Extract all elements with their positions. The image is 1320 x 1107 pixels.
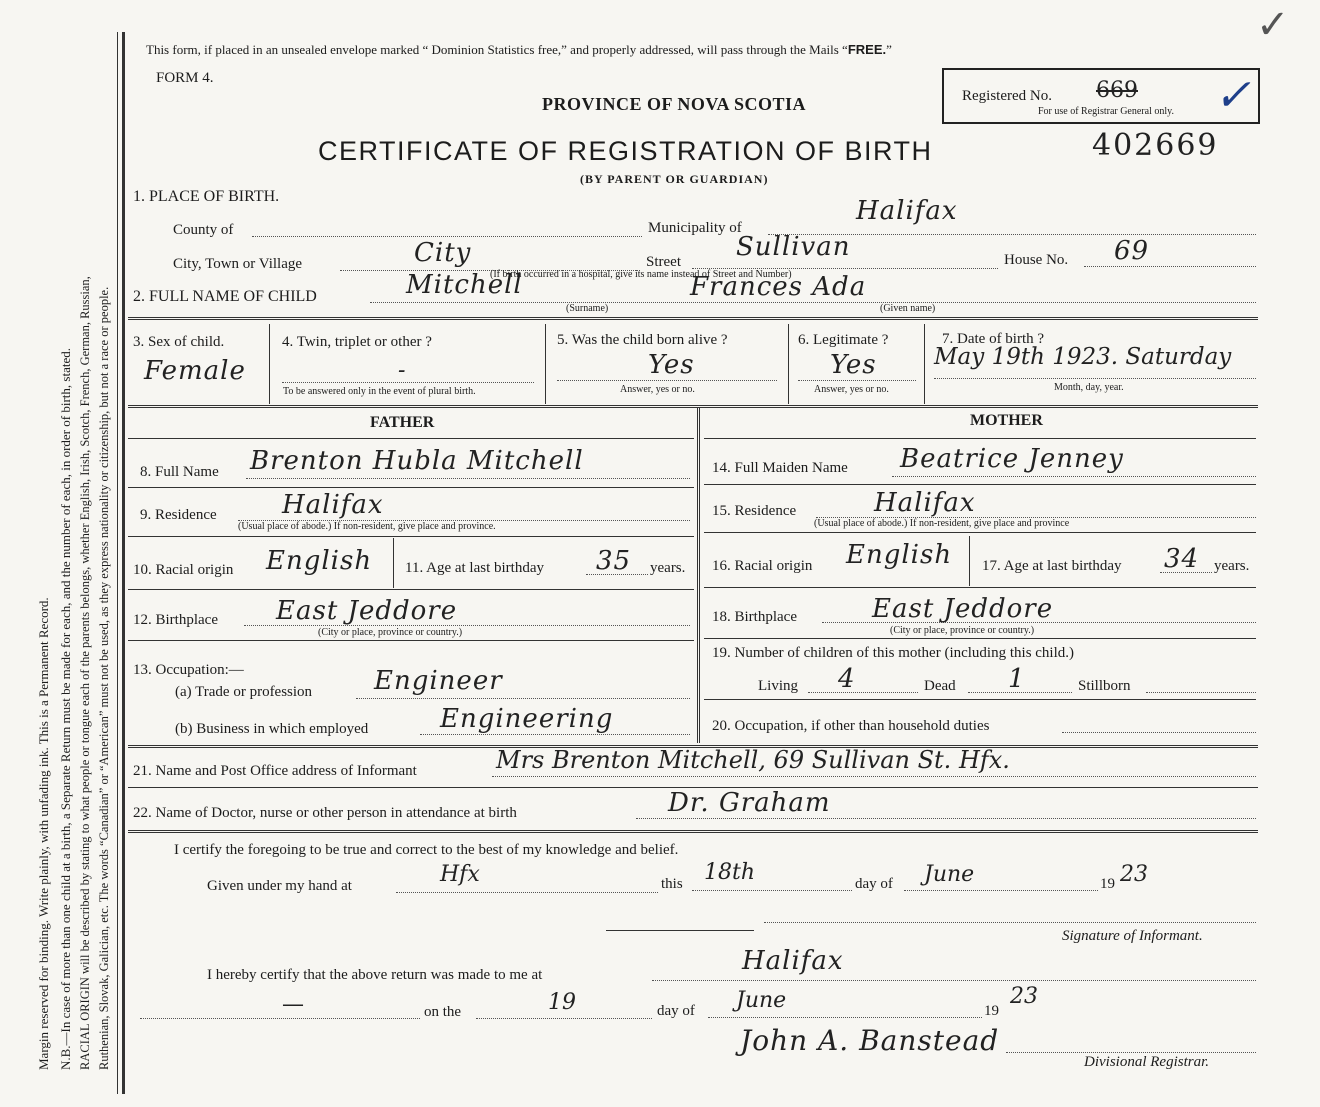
mother-racial-divider [969,536,970,586]
row9-rule [128,536,694,537]
row8-rule [128,487,694,488]
father-racial-label: 10. Racial origin [133,562,234,578]
twin-value: - [398,358,406,383]
margin-border [117,32,118,1094]
father-residence-value: Halifax [282,490,384,520]
mother-birthplace-value: East Jeddore [872,594,1054,624]
father-age-value: 35 [596,546,632,576]
trade-label: (a) Trade or profession [175,684,313,700]
mother-name-value: Beatrice Jenney [900,444,1124,474]
certify-rule [764,922,1256,923]
informant-value: Mrs Brenton Mitchell, 69 Sullivan St. Hfx. [496,746,1010,774]
certify-year-value: 23 [1120,862,1148,887]
row14-rule [704,484,1256,485]
row15-rule [704,532,1256,533]
father-birthplace-note: (City or place, province or country.) [318,627,463,638]
col-divider-1 [269,324,270,404]
given-label: Given under my hand at [207,878,352,894]
father-birthplace-label: 12. Birthplace [133,612,218,628]
father-residence-label: 9. Residence [140,507,217,523]
alive-value: Yes [648,350,695,380]
business-value: Engineering [440,704,614,734]
registered-label: Registered No. [962,88,1052,104]
place-heading: 1. PLACE OF BIRTH. [133,188,280,205]
alive-label: 5. Was the child born alive ? [557,332,728,348]
given-place-value: Hfx [440,862,480,887]
registrar-on-line [476,1018,652,1019]
father-birthplace-value: East Jeddore [276,596,458,626]
mother-name-line [892,476,1256,477]
given-note: (Given name) [880,303,936,314]
certificate-number: 402669 [1092,128,1219,163]
hospital-note: (If birth occurred in a hospital, give its name instead of Street and Number) [490,269,792,280]
municipality-value: Halifax [856,196,958,226]
street-value: Sullivan [736,232,851,262]
registrar-note: For use of Registrar General only. [1038,106,1174,117]
sex-label: 3. Sex of child. [133,334,225,350]
doctor-line [636,818,1256,819]
certify-day-label: day of [855,876,893,892]
informant-label: 21. Name and Post Office address of Informant [133,763,417,779]
child-name-line [370,302,1256,303]
given-place-line [396,892,658,893]
living-label: Living [758,678,798,694]
city-label: City, Town or Village [173,256,303,272]
registrar-title: Divisional Registrar. [1084,1054,1210,1070]
margin-text-1: Margin reserved for binding. Write plainly, with unfading ink. This is a Permanent Record. [36,597,51,1070]
house-value: 69 [1114,236,1150,266]
doctor-value: Dr. Graham [668,788,831,818]
father-heading: FATHER [370,414,435,431]
postal-notice [146,42,892,58]
certify-statement: I certify the foregoing to be true and correct to the best of my knowledge and belief. [174,842,679,858]
mother-birthplace-label: 18. Birthplace [712,609,797,625]
this-label: this [661,876,683,892]
registrar-dash: — [282,992,304,1017]
registrar-on-value: 19 [548,990,576,1015]
mother-occupation-label: 20. Occupation, if other than household duties [712,718,990,734]
dob-value: May 19th 1923. Saturday [934,344,1232,370]
surname-note: (Surname) [566,303,609,314]
living-line [808,692,918,693]
row12-rule [128,640,694,641]
legit-line [798,380,916,381]
father-age-label: 11. Age at last birthday [405,560,544,576]
postal-notice-free: FREE. [847,42,887,57]
certificate-subtitle: (BY PARENT OR GUARDIAN) [580,172,769,186]
county-line [252,236,642,237]
mother-age-value: 34 [1164,544,1200,574]
margin-text-4: Ruthenian, Slovak, Galician, etc. The words “Canadian” or “American” must not be used, as they express nationality or citizenship, but not a race or people. [97,286,111,1070]
legit-note: Answer, yes or no. [814,384,889,395]
living-value: 4 [838,664,856,694]
mother-children-label: 19. Number of children of this mother (including this child.) [712,645,1075,661]
registrar-year-value: 23 [1010,984,1038,1009]
mother-name-label: 14. Full Maiden Name [712,460,848,476]
margin-text-2: N.B.—In case of more than one child at a birth, a Separate Return must be made for each, and the number of each, in order of birth, stated. [58,348,73,1070]
father-occupation-label: 13. Occupation:— [133,662,244,678]
dob-label: 7. Date of birth ? [942,331,1045,347]
registrar-month-line [708,1017,982,1018]
margin-border-inner [122,32,125,1094]
stillborn-label: Stillborn [1078,678,1131,694]
registrar-month-value: June [736,988,787,1013]
row16-rule [704,587,1256,588]
this-line [692,890,852,891]
mother-heading-rule [704,438,1256,439]
mother-racial-label: 16. Racial origin [712,558,813,574]
father-name-label: 8. Full Name [140,464,219,480]
form-number: FORM 4. [156,70,214,86]
informant-line [492,776,1256,777]
dob-note: Month, day, year. [1054,382,1124,393]
registrar-place-value: Halifax [742,946,844,976]
twin-line [282,382,534,383]
twin-label: 4. Twin, triplet or other ? [282,334,432,350]
trade-line [356,698,690,699]
registered-number: 669 [1096,78,1138,103]
father-racial-value: English [266,546,373,576]
certificate-title: CERTIFICATE OF REGISTRATION OF BIRTH [318,136,933,166]
father-racial-divider [393,538,394,588]
mother-age-label: 17. Age at last birthday [982,558,1122,574]
margin-text-3: RACIAL ORIGIN will be described by stating to what people or tongue each of the parents belongs, whether English, Irish, Scotch, French, German, Russian, [78,276,92,1070]
this-value: 18th [704,860,756,885]
mother-heading: MOTHER [970,412,1043,429]
house-label: House No. [1004,252,1069,268]
corner-checkmark-icon: ✓ [1256,2,1290,48]
registered-box [942,68,1260,124]
mother-residence-value: Halifax [874,488,976,518]
divider-after-doctor [128,830,1258,833]
municipality-label: Municipality of [648,220,742,236]
registrar-place-line [652,980,1256,981]
row19-rule [704,699,1256,700]
registrar-year-prefix: 19 [984,1003,999,1019]
city-value: City [414,238,472,268]
registrar-on-label: on the [424,1004,462,1020]
certify-month-line [904,890,1098,891]
certify-month-value: June [924,862,975,887]
legit-label: 6. Legitimate ? [798,332,889,348]
father-heading-rule [128,438,694,439]
alive-note: Answer, yes or no. [620,384,695,395]
col-divider-3 [788,324,789,404]
dob-line [934,378,1256,379]
checkmark-icon: ✓ [1214,70,1251,121]
child-surname-value: Mitchell [406,270,523,300]
registrar-signature: John A. Banstead [740,1024,1000,1057]
street-label: Street [646,254,681,270]
registrar-day-label: day of [657,1003,695,1019]
col-divider-2 [545,324,546,404]
business-line [420,734,690,735]
registrar-signature-line [1006,1052,1256,1053]
father-name-value: Brenton Hubla Mitchell [250,446,584,476]
legit-value: Yes [830,350,877,380]
sex-value: Female [144,356,246,386]
house-line [1084,266,1256,267]
doctor-label: 22. Name of Doctor, nurse or other person in attendance at birth [133,805,517,821]
certify-year-prefix: 19 [1100,876,1115,892]
business-label: (b) Business in which employed [175,721,369,737]
divider-after-name [128,317,1258,320]
mother-age-unit: years. [1214,558,1250,574]
mother-racial-value: English [846,540,953,570]
child-name-label: 2. FULL NAME OF CHILD [133,288,317,305]
father-residence-note: (Usual place of abode.) If non-resident, give place and province. [238,521,496,532]
mother-residence-note: (Usual place of abode.) If non-resident, give place and province [814,518,1070,529]
postal-notice-text: This form, if placed in an unsealed envelope marked “ Dominion Statistics free,” and properly addressed, will pass through the Mails “ [146,42,848,57]
mother-birthplace-note: (City or place, province or country.) [890,625,1035,636]
postal-notice-end: ” [886,42,892,57]
twin-note: To be answered only in the event of plural birth. [283,386,476,397]
informant-signature-line [606,930,754,931]
dead-label: Dead [924,678,956,694]
row10-rule [128,589,694,590]
alive-line [557,380,777,381]
divider-after-dob [128,405,1258,408]
province-heading: PROVINCE OF NOVA SCOTIA [542,94,807,114]
col-divider-4 [924,324,925,404]
registrar-statement: I hereby certify that the above return was made to me at [207,967,543,983]
father-name-line [246,478,690,479]
county-label: County of [173,222,234,238]
father-age-unit: years. [650,560,686,576]
stillborn-line [1146,692,1256,693]
parents-divider [697,407,700,743]
registrar-date-line [140,1018,420,1019]
dead-value: 1 [1008,664,1026,694]
child-given-value: Frances Ada [690,272,867,302]
informant-signature-label: Signature of Informant. [1062,928,1203,944]
mother-occupation-line [1062,732,1256,733]
mother-residence-label: 15. Residence [712,503,797,519]
row18-rule [704,638,1256,639]
trade-value: Engineer [374,666,503,696]
